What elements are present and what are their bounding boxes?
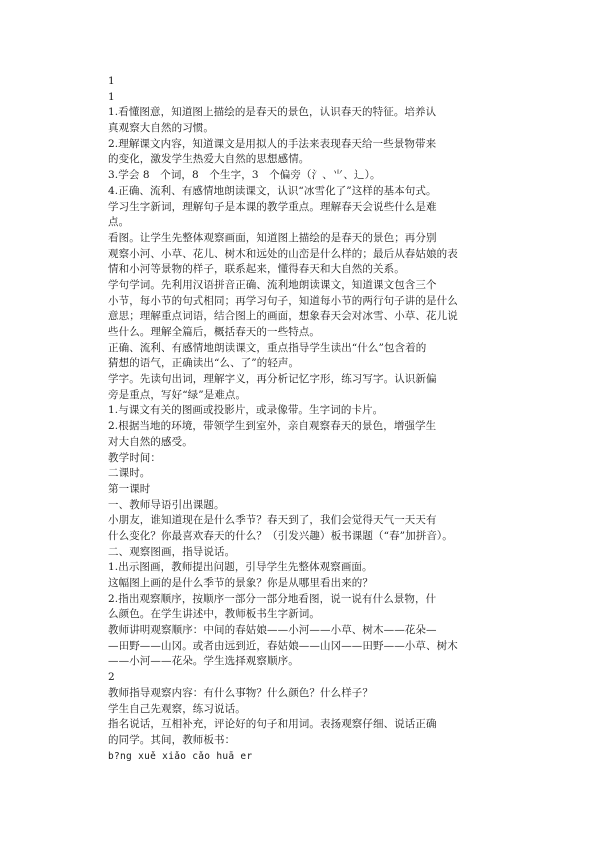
heading-first-lesson: 第一课时 — [108, 482, 151, 495]
text-line: 1.出示图画，教师提出问题，引导学生先整体观察画面。 — [108, 561, 373, 574]
text-line: 么颜色。在学生讲述中，教师板书生字新词。 — [108, 608, 320, 621]
text-line: 情和小河等景物的样子，联系起来，懂得春天和大自然的关系。 — [108, 263, 405, 276]
pinyin-line: b?ng xuě xiǎo cǎo huā er — [108, 750, 253, 762]
text-line: 这幅图上画的是什么季节的景象？你是从哪里看出来的？ — [108, 577, 373, 589]
text-line: ——小河——花朵。学生选择观察顺序。 — [108, 655, 299, 668]
text-line: 1.与课文有关的图画或投影片，或录像带。生字词的卡片。 — [108, 404, 384, 417]
text-line: 4.正确、流利、有感情地朗读课文，认识“冰雪化了”这样的基本句式。 — [108, 184, 437, 197]
text-line: 些什么。理解全篇后，概括春天的一些特点。 — [108, 326, 320, 338]
text-line: 教师指导观察内容：有什么事物？什么颜色？什么样子？ — [108, 686, 373, 699]
text-line: 学句学词。先利用汉语拼音正确、流利地朗读课文，知道课文包含三个 — [108, 278, 437, 291]
text-line: 二、观察图画，指导说话。 — [108, 545, 236, 558]
text-line: 2.指出观察顺序，按顺序一部分一部分地看图，说一说有什么景物，什 — [108, 592, 437, 605]
page-number: 1 — [108, 75, 115, 87]
text-line: —田野——山冈。或者由远到近，春姑娘——山冈——田野——小草、树木 — [108, 639, 458, 652]
text-line: 小朋友，谁知道现在是什么季节？春天到了，我们会觉得天气一天天有 — [108, 514, 437, 527]
text-line: 2.理解课文内容，知道课文是用拟人的手法来表现春天给一些景物带来 — [108, 137, 437, 150]
heading-teaching-time: 教学时间： — [108, 451, 161, 464]
text-line: 1.看懂图意，知道图上描绘的是春天的景色，认识春天的特征。培养认 — [108, 106, 437, 119]
text-line: 正确、流利、有感情地朗读课文，重点指导学生读出“什么”包含着的 — [108, 341, 427, 354]
text-line: 指名说话，互相补充，评论好的句子和用词。表扬观察仔细、说话正确 — [108, 718, 437, 731]
text-line: 二课时。 — [108, 467, 151, 480]
text-line: 看图。让学生先整体观察画面，知道图上描绘的是春天的景色；再分别 — [108, 231, 437, 244]
text-line: 学习生字新词，理解句子是本课的教学重点。理解春天会说些什么是难 — [108, 200, 437, 213]
section-number: 1 — [108, 90, 115, 103]
document-page — [108, 74, 528, 764]
section-number: 2 — [108, 671, 115, 684]
text-line: 什么变化？你最喜欢春天的什么？（引发兴趣）板书课题（“春”加拼音）。 — [108, 529, 453, 542]
text-line: 猜想的语气，正确读出“么、了”的轻声。 — [108, 357, 300, 370]
text-line: 学生自己先观察，练习说话。 — [108, 702, 246, 715]
text-line: 观察小河、小草、花儿、树木和远处的山峦是什么样的；最后从春姑娘的表 — [108, 247, 458, 260]
text-line: 3.学会 8 个词，8 个生字，3 个偏旁（氵、⺌、辶）。 — [108, 169, 381, 182]
text-line: 小节，每小节的句式相同；再学习句子，知道每小节的两行句子讲的是什么 — [108, 294, 458, 307]
text-line: 旁是重点，写好“绿”是难点。 — [108, 388, 247, 401]
text-line: 教师讲明观察顺序：中间的春姑娘——小河——小草、树木——花朵— — [108, 624, 437, 637]
text-line: 真观察大自然的习惯。 — [108, 122, 214, 135]
text-line: 意思；理解重点词语，结合图上的画面，想象春天会对冰雪、小草、花儿说 — [108, 310, 458, 323]
text-line: 2.根据当地的环境，带领学生到室外，亲自观察春天的景色，增强学生 — [108, 420, 437, 433]
text-line: 一、教师导语引出课题。 — [108, 498, 225, 511]
text-line: 的同学。其间，教师板书： — [108, 733, 236, 746]
text-line: 对大自然的感受。 — [108, 435, 193, 448]
text-line: 学字。先读句出词，理解字义，再分析记忆字形，练习写字。认识新偏 — [108, 373, 437, 386]
text-line: 的变化，激发学生热爱大自然的思想感情。 — [108, 153, 310, 166]
text-line: 点。 — [108, 216, 130, 229]
